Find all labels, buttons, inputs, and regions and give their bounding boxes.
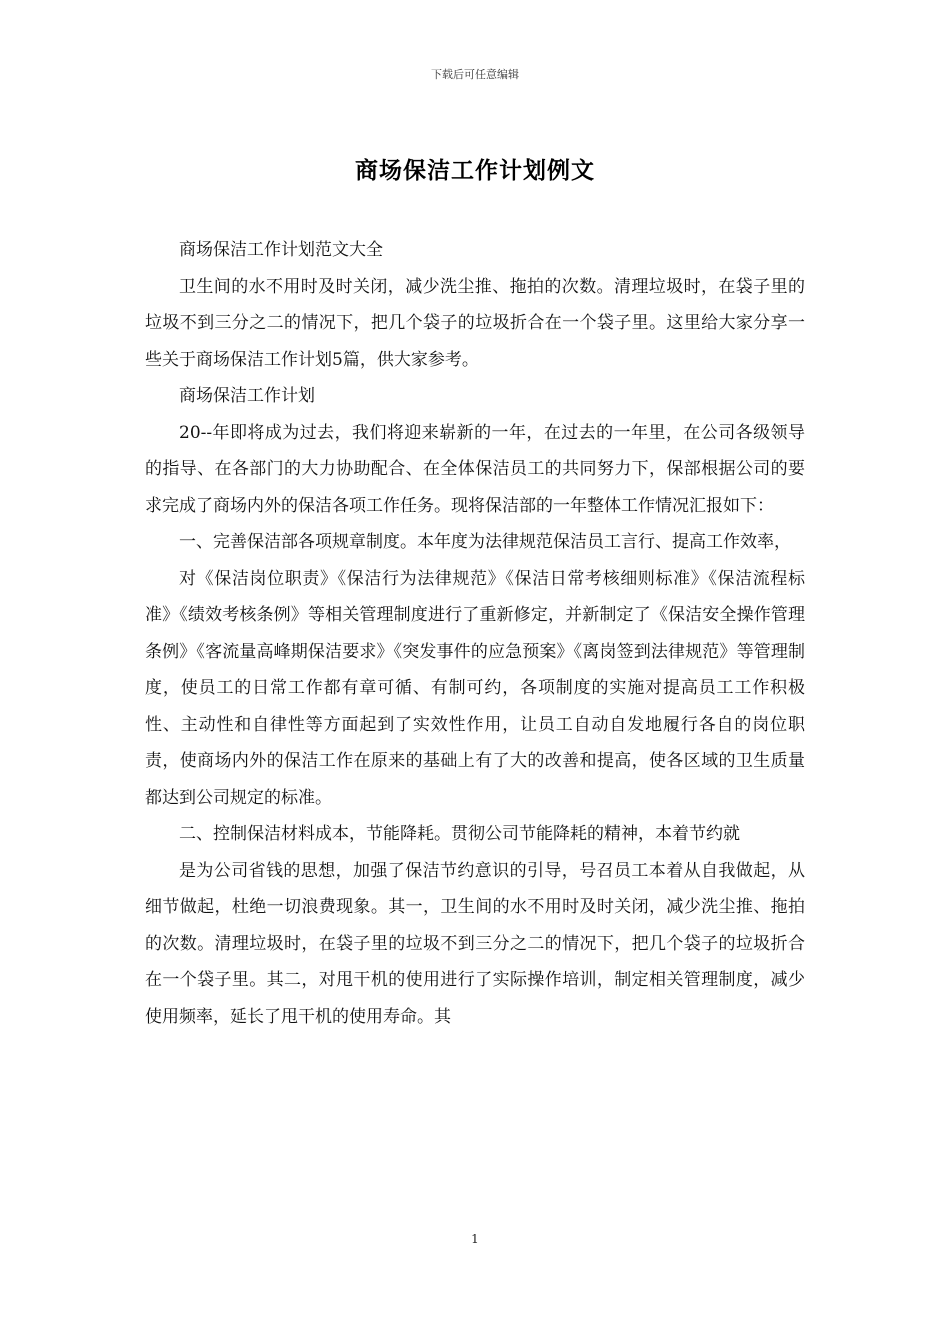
paragraph-regulations: 对《保洁岗位职责》《保洁行为法律规范》《保洁日常考核细则标准》《保洁流程标准》《绩效考核条例》等相关管理制度进行了重新修定，并新制定了《保洁安全操作管理条例》《客流量高峰期保洁要求》《突发事件的应急预案》《离岗签到法律规范》等管理制度，使员工的日常工作都有章可循、有制可约，各项制度的实施对提高员工工作积极性、主动性和自律性等方面起到了实效性作用，让员工自动自发地履行各自的岗位职责，使商场内外的保洁工作在原来的基础上有了大的改善和提高，使各区域的卫生质量都达到公司规定的标准。	[145, 568, 805, 808]
document-body	[145, 232, 805, 1035]
paragraph-savings: 是为公司省钱的思想，加强了保洁节约意识的引导，号召员工本着从自我做起，从细节做起，杜绝一切浪费现象。其一，卫生间的水不用时及时关闭，减少洗尘推、拖拍的次数。清理垃圾时，在袋子里的垃圾不到三分之二的情况下，把几个袋子的垃圾折合在一个袋子里。其二，对甩干机的使用进行了实际操作培训，制定相关管理制度，减少使用频率，延长了甩干机的使用寿命。其	[145, 860, 805, 1027]
paragraph-section-heading: 商场保洁工作计划	[179, 386, 315, 406]
paragraph-subtitle: 商场保洁工作计划范文大全	[179, 240, 383, 260]
paragraph-year-summary: 20--年即将成为过去，我们将迎来崭新的一年，在过去的一年里，在公司各级领导的指导、在各部门的大力协助配合、在全体保洁员工的共同努力下，保部根据公司的要求完成了商场内外的保洁各项工作任务。现将保洁部的一年整体工作情况汇报如下：	[145, 422, 805, 516]
header-note: 下载后可任意编辑	[431, 68, 519, 81]
paragraph-item-one: 一、完善保洁部各项规章制度。本年度为法律规范保洁员工言行、提高工作效率，	[179, 532, 791, 552]
paragraph-item-two: 二、控制保洁材料成本，节能降耗。贯彻公司节能降耗的精神，本着节约就	[179, 824, 740, 844]
page-number: 1	[471, 1232, 479, 1246]
paragraph-intro: 卫生间的水不用时及时关闭，减少洗尘推、拖拍的次数。清理垃圾时，在袋子里的垃圾不到三分之二的情况下，把几个袋子的垃圾折合在一个袋子里。这里给大家分享一些关于商场保洁工作计划5篇，供大家参考。	[145, 276, 805, 370]
document-title: 商场保洁工作计划例文	[355, 158, 595, 184]
